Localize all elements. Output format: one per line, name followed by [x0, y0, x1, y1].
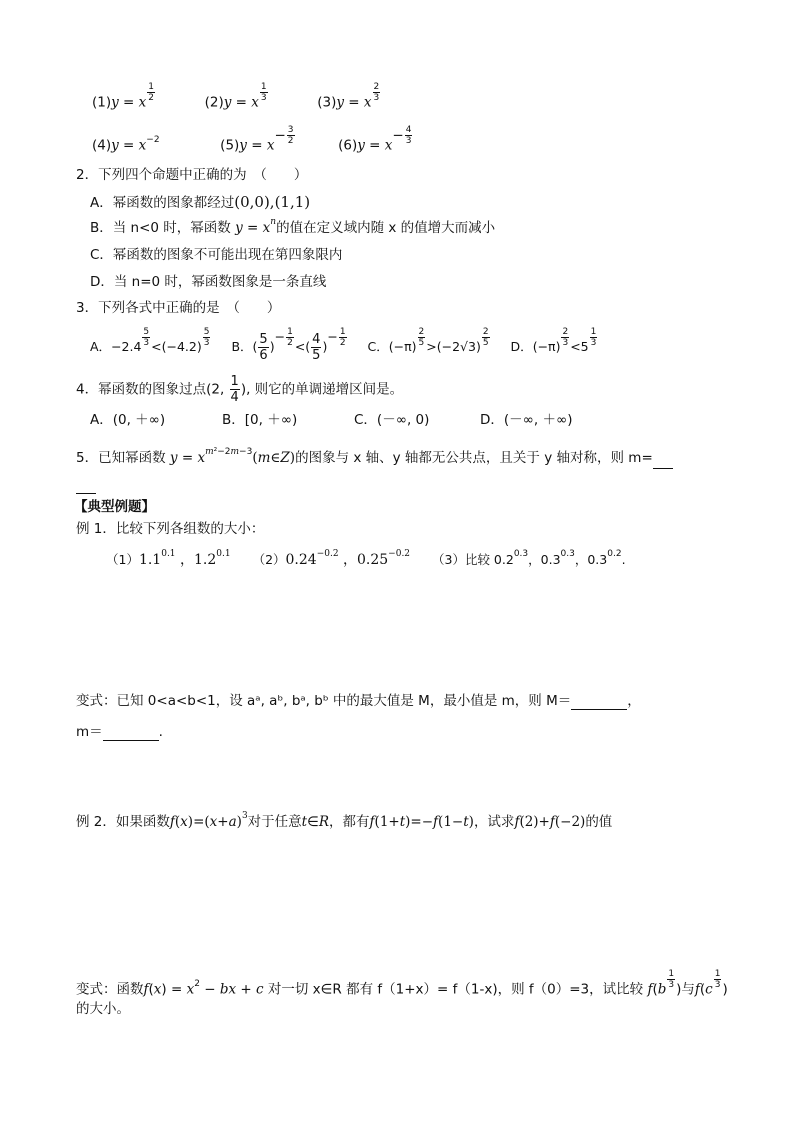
question-4-option-a: A．(0, ＋∞) [90, 412, 166, 428]
variation-2: 变式：函数$f(x) = x^2$ − bx + c 对一切 x∈R 都有 f（1+x）= f（1-x)，则 f（0）=3，试比较 f(b $\frac{1}{3}$ )与f(c $\frac{1}{3}$ ) [76, 969, 728, 998]
question-2-option-a: A．幂函数的图象都经过(0,0),(1,1) [90, 193, 311, 211]
question-2-option-b: B．当 n<0 时，幂函数 $y = x^n$的值在定义域内随 x 的值增大而减小 [90, 217, 496, 236]
question-2-option-c: C．幂函数的图象不可能出现在第四象限内 [90, 247, 343, 263]
exercise-row-1: (1)y = x $\frac{1}{2}$ (2)y = x $\frac{1}{3}$ (3)y = x $\frac{2}{3}$ [92, 82, 380, 111]
question-4-option-c: C．(－∞, 0) [354, 412, 430, 428]
item-label: (4) [92, 137, 112, 154]
example-1-stem: 例 1．比较下列各组数的大小： [76, 521, 265, 537]
question-4-stem: 4．幂函数的图象过点(2, $\frac{1}{4}$ ), 则它的单调递增区间是。 [76, 374, 404, 405]
example-1-items: $(1)1.1^{0.1}$ ，$1.2^{0.1}$ $(2)0.24^{-0.2}$ ，$0.25^{-0.2}$ （3）比较 $0.2^{0.3}$，$0.3^{0.3}$，$0.3^{0.2}$. [106, 549, 626, 568]
question-3-options: A．−2.4 $\frac{5}{3}$ <(−4.2) $\frac{5}{3}$ B．( $\frac{5}{6}$ )− $\frac{1}{2}$ <( $\frac{4}{5}$ )− $\frac{1}{2}$ C．(−π) $\frac{2}{5}$ >(−2√3) $\frac{2}{5}$ D．(−π) $\frac{2}{3}$ <5 $\frac{1}{3}$ [90, 327, 597, 363]
section-title: 【典型例题】 [74, 499, 155, 515]
question-2-stem: 2．下列四个命题中正确的为 （ ） [76, 167, 308, 183]
question-5-blank-continued [76, 476, 96, 494]
example-2: 例 2．如果函数$f(x)=(x+a)^3$对于任意t∈R，都有f(1+t)=−f(1−t)，试求f(2)+f(−2)的值 [76, 811, 613, 830]
item-label: (2) [204, 94, 224, 111]
question-4-option-b: B．[0, ＋∞) [222, 412, 298, 428]
variation-1: 变式：已知 0<a<b<1，设 aᵃ, aᵇ, bᵃ, bᵇ 中的最大值是 M，最小值是 m，则 M＝ ， [76, 693, 641, 709]
variation-2-line-2: 的大小。 [76, 1001, 130, 1017]
item-label: (5) [220, 137, 240, 154]
question-2-option-d: D．当 n=0 时，幂函数图象是一条直线 [90, 274, 327, 290]
exercise-row-2: $(4)y = x^{-2}$ (5)y = x− $\frac{3}{2}$ (6)y = x− $\frac{4}{3}$ [92, 125, 412, 154]
question-4-option-d: D．(－∞, ＋∞) [480, 412, 573, 428]
item-label: (6) [338, 137, 358, 154]
item-label: (3) [317, 94, 337, 111]
question-5: 5．已知幂函数 $y = x^{m^2-2m-3}(m\in Z)$的图象与 x 轴、y 轴都无公共点，且关于 y 轴对称，则 m= [76, 449, 673, 469]
item-label: (1) [92, 94, 112, 111]
question-3-stem: 3．下列各式中正确的是 （ ） [76, 300, 281, 316]
variation-1-line-2: m＝ . [76, 724, 163, 740]
